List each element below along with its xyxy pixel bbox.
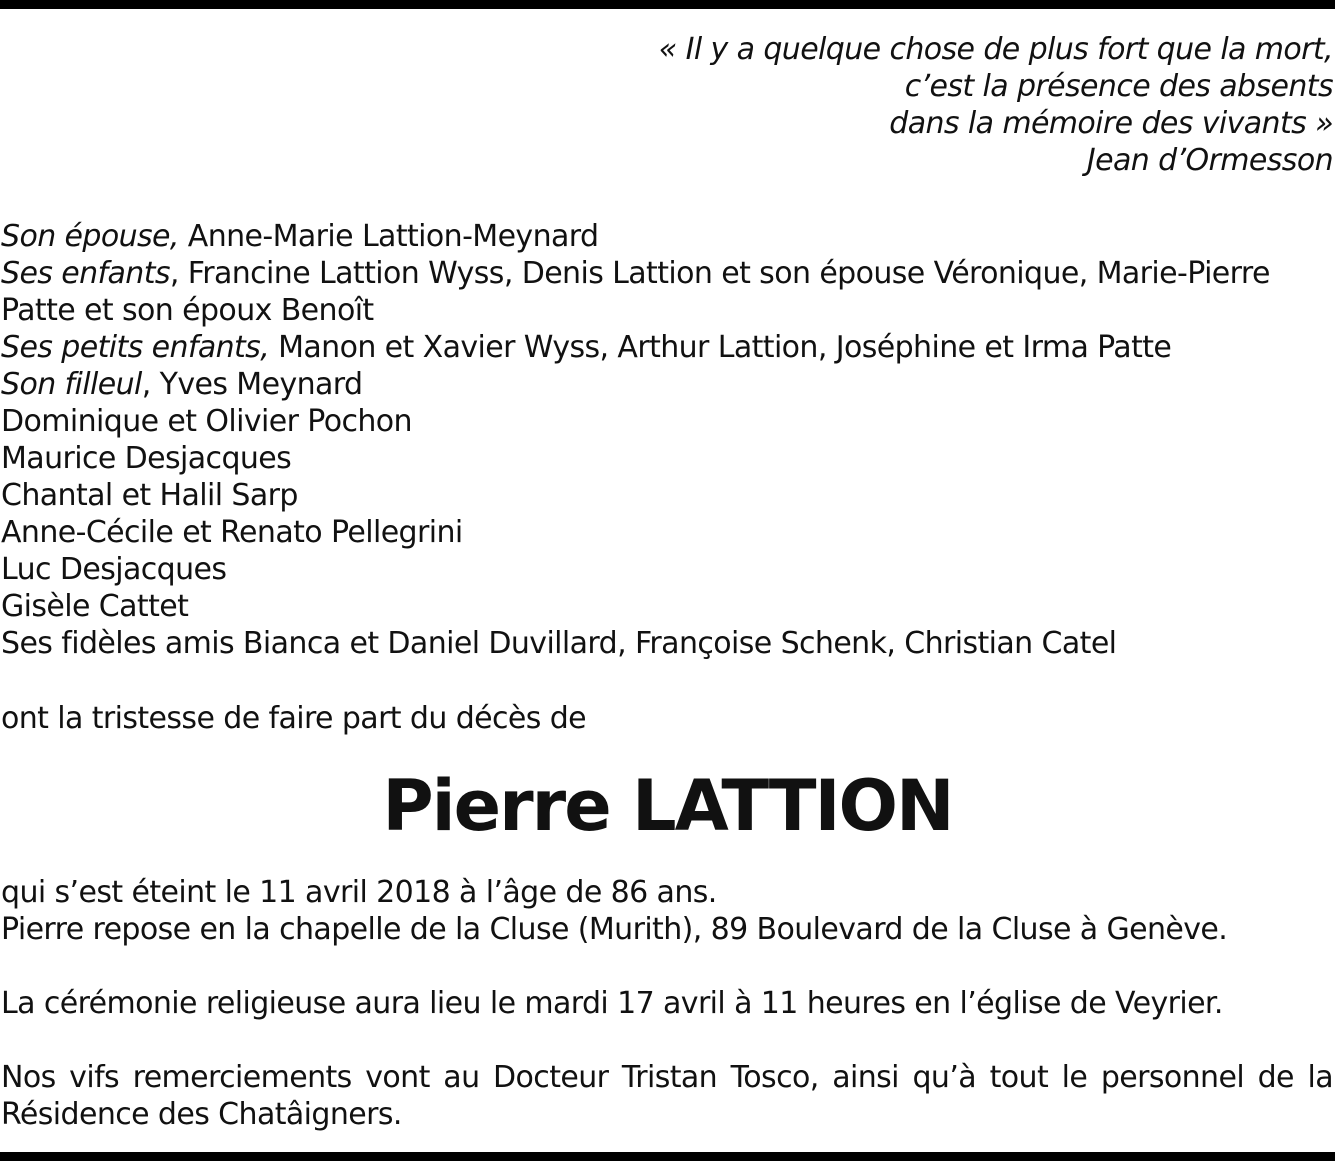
resting-place-text: Pierre repose en la chapelle de la Cluse (Murith), 89 Boulevard de la Cluse à Genève.	[1, 912, 1228, 947]
announcement-intro: ont la tristesse de faire part du décès de	[1, 701, 587, 736]
spouse-label: Son épouse,	[1, 219, 179, 254]
children-entry	[1, 255, 1326, 329]
grandchildren-names: Manon et Xavier Wyss, Arthur Lattion, Joséphine et Irma Patte	[269, 330, 1172, 365]
godson-label: Son filleul	[1, 367, 142, 402]
spouse-names: Anne-Marie Lattion-Meynard	[178, 219, 599, 254]
funeral-details	[1, 874, 1333, 1133]
relative-entry: Anne-Cécile et Renato Pellegrini	[1, 515, 463, 550]
children-label: Ses enfants	[1, 256, 170, 291]
godson-entry	[1, 366, 1326, 403]
grandchildren-entry	[1, 329, 1326, 366]
ceremony-text: La cérémonie religieuse aura lieu le mardi 17 avril à 11 heures en l’église de Veyrier.	[1, 986, 1223, 1021]
relative-entry: Dominique et Olivier Pochon	[1, 404, 412, 439]
friends-entry: Ses fidèles amis Bianca et Daniel Duvillard, Françoise Schenk, Christian Catel	[1, 626, 1117, 661]
top-rule	[0, 0, 1335, 9]
quote-line: « Il y a quelque chose de plus fort que la mort,	[658, 32, 1333, 67]
quote-author: Jean d’Ormesson	[1086, 143, 1333, 178]
spouse-entry	[1, 218, 1326, 255]
deceased-name: Pierre LATTION	[382, 765, 953, 847]
bottom-rule	[0, 1152, 1335, 1161]
godson-names: , Yves Meynard	[141, 367, 363, 402]
spacer	[1, 948, 1333, 985]
family-list	[1, 218, 1326, 662]
relative-entry: Luc Desjacques	[1, 552, 227, 587]
relative-entry: Gisèle Cattet	[1, 589, 189, 624]
children-names: , Francine Lattion Wyss, Denis Lattion et son épouse Véronique, Marie-Pierre Patte et son époux Benoît	[1, 256, 1270, 328]
quote-line: dans la mémoire des vivants »	[889, 106, 1333, 141]
relative-entry: Chantal et Halil Sarp	[1, 478, 298, 513]
quote-line: c’est la présence des absents	[904, 69, 1333, 104]
epigraph-quote	[573, 31, 1333, 179]
grandchildren-label: Ses petits enfants,	[1, 330, 270, 365]
passing-text: qui s’est éteint le 11 avril 2018 à l’âge de 86 ans.	[1, 875, 717, 910]
spacer	[1, 1022, 1333, 1059]
relative-entry: Maurice Desjacques	[1, 441, 292, 476]
thanks-text: Nos vifs remerciements vont au Docteur Tristan Tosco, ainsi qu’à tout le personnel de la Résidence des Chatâigners.	[1, 1060, 1333, 1132]
